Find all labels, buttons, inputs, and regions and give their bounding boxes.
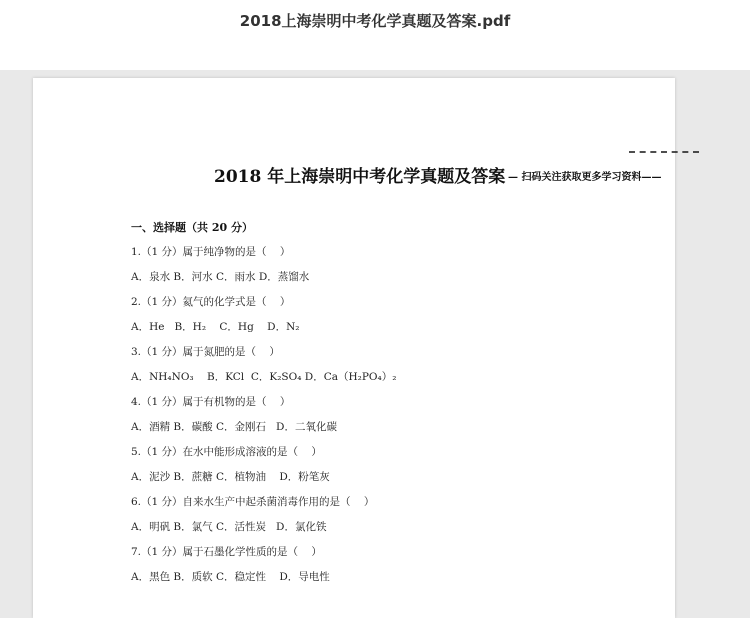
answer-options-line: A．He B．H₂ C．Hg D．N₂ — [131, 321, 300, 333]
question-line: 5.（1 分）在水中能形成溶液的是（ ） — [131, 446, 322, 458]
corner-mark — [629, 151, 699, 156]
document-title: 2018 年上海崇明中考化学真题及答案 — [214, 167, 506, 187]
answer-options-line: A．泥沙 B．蔗糖 C．植物油 D．粉笔灰 — [131, 471, 330, 483]
section-heading: 一、选择题（共 20 分） — [131, 221, 253, 234]
question-line: 4.（1 分）属于有机物的是（ ） — [131, 396, 291, 408]
question-line: 6.（1 分）自来水生产中起杀菌消毒作用的是（ ） — [131, 496, 375, 508]
answer-options-line: A．黑色 B．质软 C．稳定性 D．导电性 — [131, 571, 330, 583]
question-line: 2.（1 分）氦气的化学式是（ ） — [131, 296, 291, 308]
pdf-page[interactable] — [33, 78, 675, 618]
file-title: 2018上海崇明中考化学真题及答案.pdf — [239, 12, 511, 30]
qr-note: — 扫码关注获取更多学习资料—— — [508, 172, 662, 183]
question-line: 1.（1 分）属于纯净物的是（ ） — [131, 246, 291, 258]
question-line: 3.（1 分）属于氮肥的是（ ） — [131, 346, 280, 358]
answer-options-line: A．泉水 B．河水 C．雨水 D．蒸馏水 — [131, 271, 310, 283]
question-line: 7.（1 分）属于石墨化学性质的是（ ） — [131, 546, 322, 558]
viewer-top-bar — [0, 0, 750, 70]
answer-options-line: A．酒精 B．碳酸 C．金刚石 D．二氧化碳 — [131, 421, 337, 433]
answer-options-line: A．NH₄NO₃ B．KCl C．K₂SO₄ D．Ca（H₂PO₄）₂ — [131, 371, 397, 383]
answer-options-line: A．明矾 B．氯气 C．活性炭 D．氯化铁 — [131, 521, 327, 533]
